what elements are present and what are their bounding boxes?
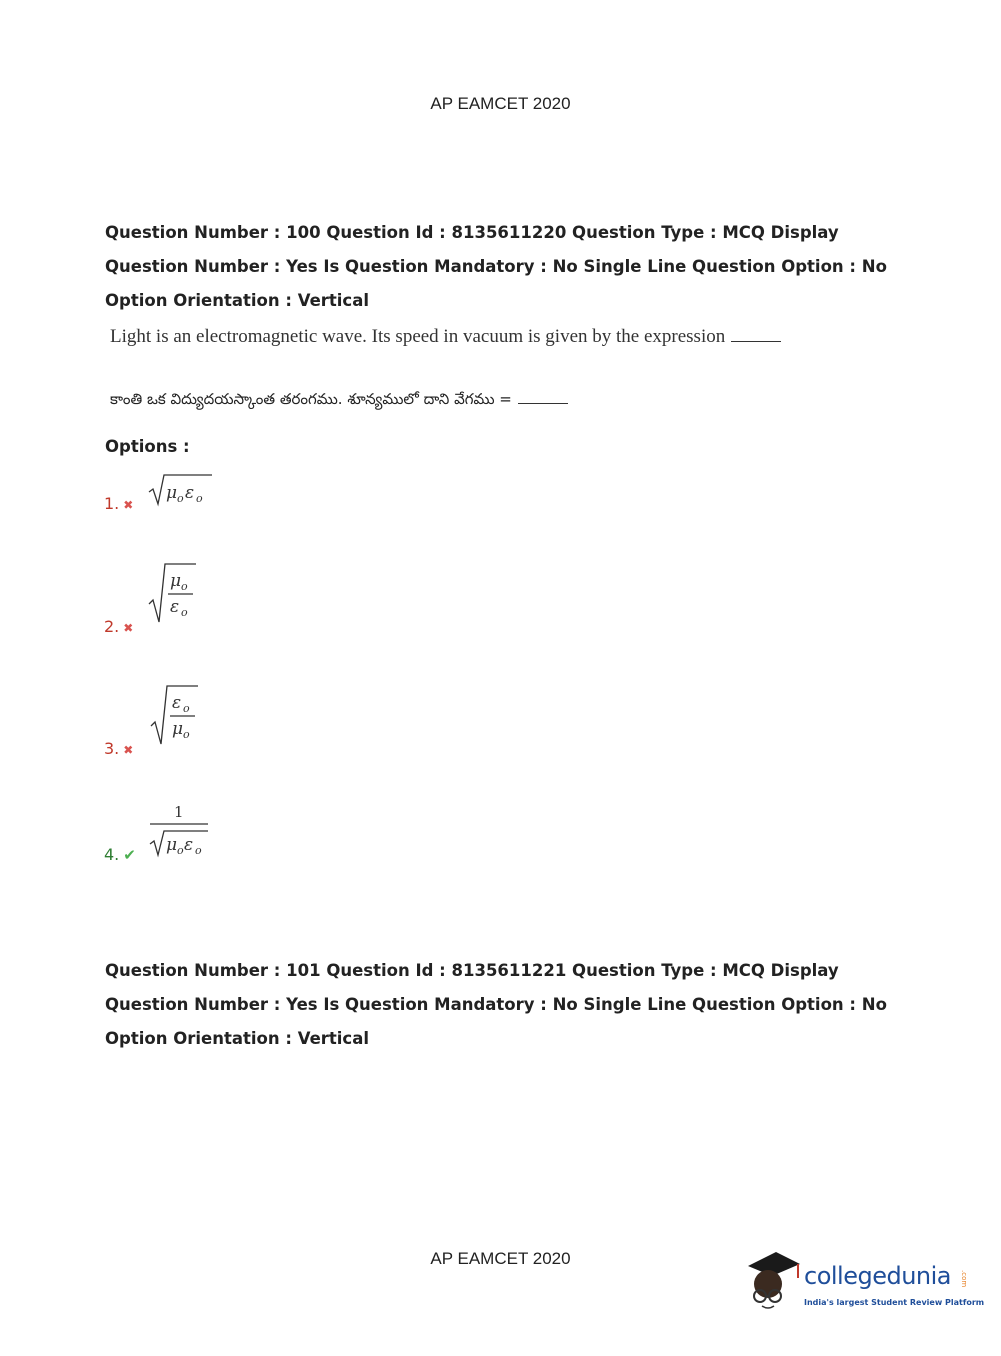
logo-tagline: India's largest Student Review Platform [804,1298,985,1307]
mu-symbol: μ [166,483,178,503]
option-3-formula [148,682,204,753]
option-4-formula [146,800,216,865]
epsilon-symbol: ε [184,835,194,855]
option-4-number: 4. [104,845,120,864]
option-2-formula [146,560,202,631]
option-4[interactable] [104,845,136,864]
option-1-number: 1. [104,494,120,513]
option-1[interactable] [104,494,133,513]
question-text-telugu-content: కాంతి ఒక విద్యుదయస్కాంత తరంగము. శూన్యములో దాని వేగము = [110,390,512,408]
option-3[interactable] [104,739,133,758]
subscript-o: o [195,844,202,857]
subscript-o: o [181,580,188,593]
wrong-mark-icon: ✖ [123,621,134,635]
epsilon-symbol: ε [172,693,182,713]
wrong-mark-icon: ✖ [123,743,134,757]
answer-blank [731,340,781,342]
wrong-mark-icon: ✖ [123,498,134,512]
option-2-formula-svg [146,560,202,626]
mu-symbol: μ [170,571,182,591]
question-100-meta: Question Number : 100 Question Id : 8135611220 Question Type : MCQ Display Question Number : Yes Is Question Mandatory : No Single Line Question Option : No Option Orientation : Vertical [105,223,887,310]
mu-symbol: μ [172,719,184,739]
question-101-meta: Question Number : 101 Question Id : 8135611221 Question Type : MCQ Display Question Number : Yes Is Question Mandatory : No Single Line Question Option : No Option Orientation : Vertical [105,961,887,1048]
mu-symbol: μ [166,835,178,855]
page-footer: AP EAMCET 2020 [430,1249,571,1268]
option-2-number: 2. [104,617,120,636]
epsilon-symbol: ε [185,483,195,503]
question-text-telugu [110,390,568,412]
option-1-formula-svg [146,472,216,508]
subscript-o: o [183,702,190,715]
options-label: Options : [105,437,190,456]
answer-blank-telugu [518,402,568,404]
mascot-icon [742,1248,802,1318]
option-3-number: 3. [104,739,120,758]
subscript-o: o [177,492,184,505]
subscript-o: o [183,728,190,741]
question-text-english-content: Light is an electromagnetic wave. Its speed in vacuum is given by the expression [110,326,726,347]
subscript-o: o [177,844,184,857]
option-1-formula [146,472,216,513]
option-4-formula-svg [146,800,216,860]
option-2[interactable] [104,617,133,636]
question-text-english [110,326,781,348]
correct-check-icon: ✔ [123,846,136,864]
subscript-o: o [196,492,203,505]
page-header: AP EAMCET 2020 [430,94,571,113]
collegedunia-logo[interactable] [742,1248,985,1318]
logo-wordmark: collegedunia [804,1262,952,1290]
logo-suffix: .com [960,1270,968,1288]
subscript-o: o [181,606,188,619]
numerator-one: 1 [174,803,184,821]
epsilon-symbol: ε [170,597,180,617]
option-3-formula-svg [148,682,204,748]
